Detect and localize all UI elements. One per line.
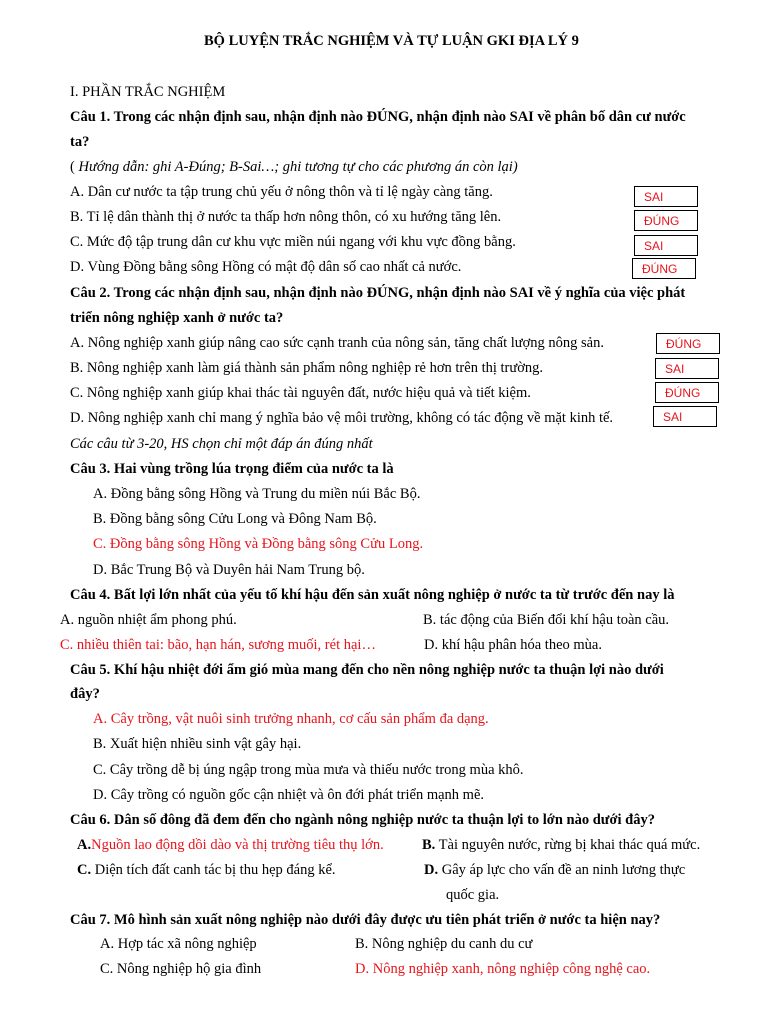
- q7-stem: Câu 7. Mô hình sản xuất nông nghiệp nào dưới đây được ưu tiên phát triển ở nước ta hiện nay?: [70, 912, 661, 928]
- q5-option-a-correct: A. Cây trồng, vật nuôi sinh trưởng nhanh, cơ cấu sản phẩm đa dạng.: [93, 711, 489, 727]
- q4-option-b: B. tác động của Biến đổi khí hậu toàn cầu.: [423, 612, 670, 628]
- q2-answer-box-d: SAI: [653, 406, 717, 427]
- q3-option-d: D. Bắc Trung Bộ và Duyên hải Nam Trung bộ.: [93, 562, 365, 578]
- q6-stem: Câu 6. Dân số đông đã đem đến cho ngành nông nghiệp nước ta thuận lợi to lớn nào dưới đây?: [70, 812, 655, 828]
- q6-option-a: [77, 836, 384, 854]
- q6-option-d-text: Gây áp lực cho vấn đề an ninh lương thực: [438, 862, 686, 878]
- q1-stem-line1: Câu 1. Trong các nhận định sau, nhận định nào ĐÚNG, nhận định nào SAI về phân bố dân cư nước: [70, 109, 686, 125]
- page-title: BỘ LUYỆN TRẮC NGHIỆM VÀ TỰ LUẬN GKI ĐỊA LÝ 9: [204, 33, 579, 49]
- q4-option-a: A. nguồn nhiệt ẩm phong phú.: [60, 612, 237, 628]
- q1-option-c: C. Mức độ tập trung dân cư khu vực miền núi ngang với khu vực đồng bằng.: [70, 234, 516, 250]
- q2-answer-box-b: SAI: [655, 358, 719, 379]
- q6-option-d: [424, 861, 685, 879]
- q1-stem-line2: ta?: [70, 134, 90, 150]
- q3-option-b: B. Đồng bằng sông Cửu Long và Đông Nam Bộ.: [93, 511, 377, 527]
- q1-answer-box-c: SAI: [634, 235, 698, 256]
- q1-hint-paren: (: [70, 159, 75, 175]
- q6-option-c: [77, 861, 336, 879]
- q2-stem-line1: Câu 2. Trong các nhận định sau, nhận định nào ĐÚNG, nhận định nào SAI về ý nghĩa của việc phát: [70, 285, 686, 301]
- q6-option-a-text-correct: Nguồn lao động dồi dào và thị trường tiêu thụ lớn.: [91, 837, 384, 853]
- q2-option-a: A. Nông nghiệp xanh giúp nâng cao sức cạnh tranh của nông sản, tăng chất lượng nông sản.: [70, 335, 604, 351]
- q6-option-b: [422, 836, 700, 854]
- q3-stem: Câu 3. Hai vùng trồng lúa trọng điểm của nước ta là: [70, 461, 394, 477]
- q1-answer-box-a: SAI: [634, 186, 698, 207]
- q2-option-d: D. Nông nghiệp xanh chỉ mang ý nghĩa bảo vệ môi trường, không có tác động về mặt kinh tế.: [70, 410, 614, 426]
- q2-option-b: B. Nông nghiệp xanh làm giá thành sản phẩm nông nghiệp rẻ hơn trên thị trường.: [70, 360, 544, 376]
- q6-option-b-text: Tài nguyên nước, rừng bị khai thác quá mức.: [435, 837, 701, 853]
- q6-option-d-letter: D.: [424, 862, 439, 878]
- section-heading: I. PHẦN TRẮC NGHIỆM: [70, 84, 226, 100]
- q5-option-b: B. Xuất hiện nhiều sinh vật gây hại.: [93, 736, 302, 752]
- q3-option-c-correct: C. Đồng bằng sông Hồng và Đồng bằng sông Cửu Long.: [93, 536, 424, 552]
- q7-option-b: B. Nông nghiệp du canh du cư: [355, 936, 533, 952]
- q1-hint-text: Hướng dẫn: ghi A-Đúng; B-Sai…; ghi tương tự cho các phương án còn lại): [74, 159, 518, 175]
- q5-option-d: D. Cây trồng có nguồn gốc cận nhiệt và ôn đới phát triển mạnh mẽ.: [93, 787, 485, 803]
- q1-answer-box-b: ĐÚNG: [634, 210, 698, 231]
- q1-option-b: B. Tỉ lệ dân thành thị ở nước ta thấp hơn nông thôn, có xu hướng tăng lên.: [70, 209, 502, 225]
- q6-option-c-letter: C.: [77, 862, 92, 878]
- q7-option-d-correct: D. Nông nghiệp xanh, nông nghiệp công nghệ cao.: [355, 961, 651, 977]
- q4-option-d: D. khí hậu phân hóa theo mùa.: [424, 637, 602, 653]
- q5-stem-line2: đây?: [70, 686, 100, 702]
- q2-stem-line2: triển nông nghiệp xanh ở nước ta?: [70, 310, 284, 326]
- q1-answer-box-d: ĐÚNG: [632, 258, 696, 279]
- q1-hint: [70, 158, 518, 176]
- q7-option-a: A. Hợp tác xã nông nghiệp: [100, 936, 257, 952]
- q1-option-a: A. Dân cư nước ta tập trung chủ yếu ở nông thôn và tỉ lệ ngày càng tăng.: [70, 184, 493, 200]
- q6-option-a-letter: A.: [77, 837, 92, 853]
- q6-option-c-text: Diện tích đất canh tác bị thu hẹp đáng kể.: [91, 862, 336, 878]
- q5-option-c: C. Cây trồng dễ bị úng ngập trong mùa mưa và thiếu nước trong mùa khô.: [93, 762, 524, 778]
- q2-option-c: C. Nông nghiệp xanh giúp khai thác tài nguyên đất, nước hiệu quả và tiết kiệm.: [70, 385, 531, 401]
- q6-option-d-continued: quốc gia.: [446, 887, 500, 903]
- q2-answer-box-c: ĐÚNG: [655, 382, 719, 403]
- q2-answer-box-a: ĐÚNG: [656, 333, 720, 354]
- q5-stem-line1: Câu 5. Khí hậu nhiệt đới ẩm gió mùa mang đến cho nền nông nghiệp nước ta thuận lợi nào dưới: [70, 662, 664, 678]
- q4-stem: Câu 4. Bất lợi lớn nhất của yếu tố khí hậu đến sản xuất nông nghiệp ở nước ta từ trước đến nay là: [70, 587, 675, 603]
- q4-option-c-correct: C. nhiều thiên tai: bão, hạn hán, sương muối, rét hại…: [60, 637, 376, 653]
- q3-option-a: A. Đồng bằng sông Hồng và Trung du miền núi Bắc Bộ.: [93, 486, 421, 502]
- q1-option-d: D. Vùng Đồng bằng sông Hồng có mật độ dân số cao nhất cả nước.: [70, 259, 462, 275]
- q6-option-b-letter: B.: [422, 837, 436, 853]
- q7-option-c: C. Nông nghiệp hộ gia đình: [100, 961, 262, 977]
- instruction-note: Các câu từ 3-20, HS chọn chỉ một đáp án đúng nhất: [70, 436, 373, 452]
